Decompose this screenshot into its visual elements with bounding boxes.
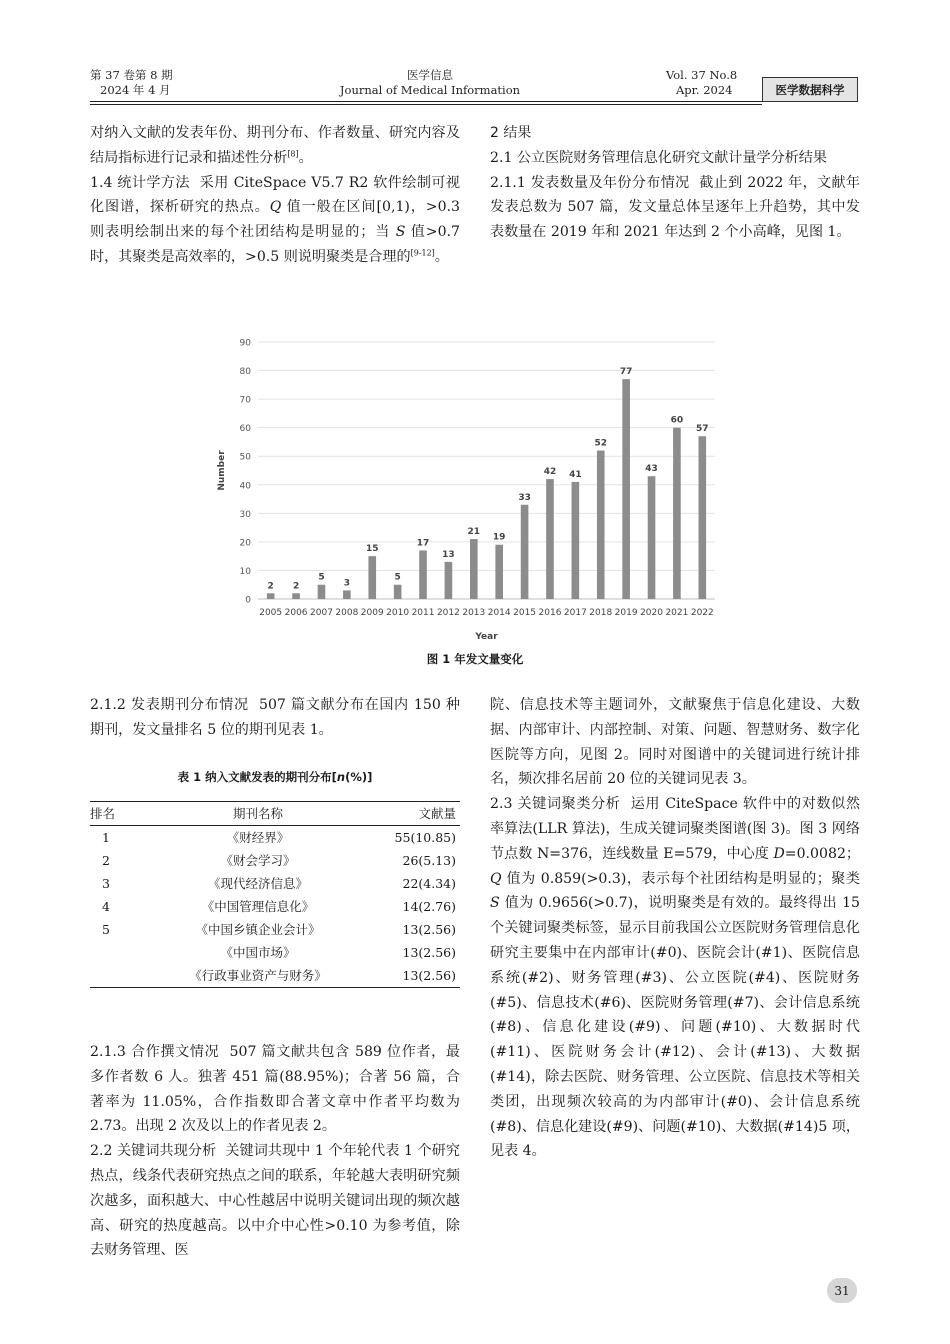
x-tick-label: 2014 xyxy=(487,608,511,618)
cell-rank xyxy=(90,964,160,988)
section-heading-2-1: 2.1 公立医院财务管理信息化研究文献计量学分析结果 xyxy=(490,149,827,166)
cell-rank: 5 xyxy=(102,922,110,937)
x-tick-label: 2016 xyxy=(538,608,562,618)
cell-rank: 1 xyxy=(102,830,110,845)
para-text: 值一般在区间[0,1)，>0.3 则表明绘制出来的每个社团结构是明显的；当 xyxy=(90,199,460,241)
x-tick-label: 2012 xyxy=(436,608,460,618)
right-column-bottom xyxy=(490,693,860,1164)
cell-rank: 3 xyxy=(102,876,110,891)
section-heading-2-1-1: 2.1.1 发表数量及年份分布情况 xyxy=(490,174,690,191)
bar xyxy=(470,539,478,599)
para-text: 采用 CiteSpace V5.7 R2 软件绘制可视化图谱，探析研究的热点。 xyxy=(90,174,460,216)
table-row xyxy=(90,964,460,988)
paragraph-2-2 xyxy=(90,1139,460,1263)
bar xyxy=(546,479,554,599)
table-row xyxy=(90,872,460,895)
bar-value-label: 3 xyxy=(343,578,350,589)
cell-rank: 4 xyxy=(102,899,110,914)
x-tick-label: 2013 xyxy=(462,608,486,618)
bar-value-label: 17 xyxy=(416,538,430,549)
cell-journal: 《中国管理信息化》 xyxy=(201,899,315,914)
bar xyxy=(419,550,427,599)
y-tick-label: 50 xyxy=(239,452,251,463)
cell-count: 13(2.56) xyxy=(356,964,460,988)
x-tick-label: 2009 xyxy=(360,608,384,618)
x-tick-label: 2010 xyxy=(386,608,410,618)
para-end: 。 xyxy=(434,248,449,265)
x-axis-label: Year xyxy=(475,632,498,642)
section-heading-2-3: 2.3 关键词聚类分析 xyxy=(490,796,621,813)
page-number: 31 xyxy=(827,1278,857,1303)
bar-value-label: 21 xyxy=(467,527,481,538)
italic-q: Q xyxy=(269,199,282,216)
table-header-row xyxy=(90,802,460,826)
apr-date: Apr. 2024 xyxy=(676,83,733,97)
bar xyxy=(597,451,605,599)
ref-9-12: [9-12] xyxy=(410,248,435,258)
cell-journal: 《行政事业资产与财务》 xyxy=(160,964,356,988)
issue-volume: 第 37 卷第 8 期 xyxy=(90,68,173,82)
x-tick-label: 2019 xyxy=(614,608,638,618)
italic-d: D xyxy=(773,845,785,862)
bar-value-label: 5 xyxy=(394,572,401,583)
cell-count: 14(2.76) xyxy=(402,899,456,914)
bar xyxy=(521,505,529,599)
table-row xyxy=(90,849,460,872)
bar xyxy=(495,545,503,599)
figure-1-chart xyxy=(210,332,730,647)
table-title-text: (%)] xyxy=(345,770,373,784)
section-heading-2-2: 2.2 关键词共现分析 xyxy=(90,1143,217,1160)
cell-count: 13(2.56) xyxy=(402,922,456,937)
cell-rank xyxy=(90,941,160,964)
italic-q: Q xyxy=(490,870,502,887)
bar-value-label: 41 xyxy=(569,469,582,480)
cell-count: 55(10.85) xyxy=(394,830,456,845)
italic-n: n xyxy=(336,770,346,784)
bar-value-label: 15 xyxy=(365,544,379,555)
table-row xyxy=(90,941,460,964)
col-header-journal: 期刊名称 xyxy=(160,802,356,826)
x-tick-label: 2022 xyxy=(690,608,714,618)
bar-value-label: 19 xyxy=(492,532,506,543)
section-badge: 医学数据科学 xyxy=(762,77,858,102)
table-1-title xyxy=(90,769,460,785)
cell-journal: 《现代经济信息》 xyxy=(207,876,308,891)
bar-value-label: 2 xyxy=(292,581,300,592)
italic-s: S xyxy=(395,224,406,241)
paragraph-2-1-2 xyxy=(90,693,460,743)
left-column-mid xyxy=(90,693,460,743)
cell-journal: 《中国市场》 xyxy=(220,945,296,960)
x-tick-label: 2021 xyxy=(665,608,689,618)
header-center xyxy=(330,68,530,98)
para-text: 截止到 2022 年，文献年发表总数为 507 篇，发文量总体呈逐年上升趋势，其中发表数量在 2019 年和 2021 年达到 2 个小高峰，见图 1。 xyxy=(490,174,861,241)
bar xyxy=(368,556,376,599)
col-header-rank: 排名 xyxy=(90,802,160,826)
bar-value-label: 52 xyxy=(594,438,608,449)
bar-value-label: 33 xyxy=(518,492,531,503)
header-rule-thin xyxy=(90,104,762,105)
y-tick-label: 60 xyxy=(239,424,251,435)
para-text: 507 篇文献共包含 589 位作者，最多作者数 6 人。独著 451 篇(88.95%)；合著 56 篇，合著率为 11.05%，合作指数即合著文章中作者平均数为 2.73。出现 2 次及以上的作者见表 2。 xyxy=(90,1044,460,1135)
italic-s: S xyxy=(490,895,500,912)
y-tick-label: 70 xyxy=(239,395,251,406)
y-tick-label: 80 xyxy=(239,367,251,378)
paragraph-2-3 xyxy=(490,792,860,1164)
bar xyxy=(698,436,706,599)
header-left xyxy=(90,68,173,98)
para-text: 对纳入文献的发表年份、期刊分布、作者数量、研究内容及结局指标进行记录和描述性分析 xyxy=(90,125,460,166)
bar xyxy=(318,585,326,599)
ref-8: [8] xyxy=(287,149,299,159)
x-tick-label: 2017 xyxy=(563,608,587,618)
header-right xyxy=(666,68,737,98)
section-heading-2-1-3: 2.1.3 合作撰文情况 xyxy=(90,1044,220,1060)
y-tick-label: 10 xyxy=(239,566,251,577)
bar xyxy=(572,482,580,599)
y-tick-label: 30 xyxy=(239,509,251,520)
bar-value-label: 57 xyxy=(696,424,709,435)
paragraph-1-4 xyxy=(90,171,460,270)
journal-title-cn: 医学信息 xyxy=(407,68,453,82)
bar-value-label: 5 xyxy=(318,572,325,583)
paragraph-2-1-1 xyxy=(490,171,860,245)
issue-date: 2024 年 4 月 xyxy=(100,83,171,97)
cell-rank: 2 xyxy=(102,853,110,868)
para-text: 运用 CiteSpace 软件中的对数似然率算法(LLR 算法)，生成关键词聚类图谱(图 3)。图 3 网络节点数 N=376，连线数量 E=579，中心度 xyxy=(490,796,860,862)
paragraph-2-1-3 xyxy=(90,1040,460,1139)
right-column-top xyxy=(490,121,860,245)
bar xyxy=(648,476,656,599)
cell-count: 13(2.56) xyxy=(402,945,456,960)
table-row xyxy=(90,826,460,850)
bar-value-label: 43 xyxy=(645,464,658,475)
table-row xyxy=(90,895,460,918)
para-text: 值>0.7 时，其聚类是高效率的，>0.5 则说明聚类是合理的 xyxy=(90,224,460,265)
table-1 xyxy=(90,801,460,988)
x-tick-label: 2018 xyxy=(589,608,613,618)
bar xyxy=(267,593,275,599)
bar-value-label: 13 xyxy=(442,549,455,560)
para-text: 关键词共现中 1 个年轮代表 1 个研究热点，线条代表研究热点之间的联系，年轮越大表明研究频次越多，面积越大、中心性越居中说明关键词出现的频次越高、研究的热度越高。以中介中心性>0.10 为参考值，除去财务管理、医 xyxy=(90,1143,460,1259)
x-tick-label: 2020 xyxy=(640,608,663,618)
y-tick-label: 40 xyxy=(239,481,251,492)
bar xyxy=(622,379,630,599)
y-tick-label: 90 xyxy=(239,338,251,349)
table-row xyxy=(90,918,460,941)
section-heading-1-4: 1.4 统计学方法 xyxy=(90,174,190,191)
bar-value-label: 42 xyxy=(543,467,557,478)
para-text: 值为 0.859(>0.3)，表示每个社团结构是明显的；聚类 xyxy=(501,870,860,887)
para-text: 507 篇文献分布在国内 150 种期刊，发文量排名 5 位的期刊见表 1。 xyxy=(90,697,460,738)
bar xyxy=(394,585,402,599)
bar xyxy=(673,428,681,599)
y-tick-label: 0 xyxy=(245,595,251,606)
cell-journal: 《财会学习》 xyxy=(220,853,296,868)
bar xyxy=(445,562,453,599)
bar-value-label: 2 xyxy=(267,581,274,592)
bar-value-label: 60 xyxy=(670,415,684,426)
header-rule xyxy=(90,101,762,102)
x-tick-label: 2008 xyxy=(335,608,359,618)
para-end: 。 xyxy=(298,149,313,166)
x-tick-label: 2006 xyxy=(284,608,308,618)
paragraph-1-3-end xyxy=(90,121,460,171)
bar-chart-svg xyxy=(210,332,730,647)
y-axis-label: Number xyxy=(217,450,227,491)
x-tick-label: 2007 xyxy=(310,608,333,618)
section-heading-2-1-2: 2.1.2 发表期刊分布情况 xyxy=(90,697,249,713)
cell-count: 26(5.13) xyxy=(402,853,456,868)
para-text: =0.0082； xyxy=(784,845,860,862)
left-column-top xyxy=(90,121,460,270)
y-tick-label: 20 xyxy=(239,538,251,549)
col-header-count: 文献量 xyxy=(356,802,460,826)
x-tick-label: 2011 xyxy=(411,608,435,618)
table-title-text: 表 1 纳入文献发表的期刊分布[ xyxy=(177,770,337,784)
x-tick-label: 2005 xyxy=(259,608,283,618)
cell-journal: 《财经界》 xyxy=(226,830,290,845)
x-tick-label: 2015 xyxy=(513,608,537,618)
cell-count: 22(4.34) xyxy=(402,876,456,891)
left-column-bottom xyxy=(90,1040,460,1263)
bar xyxy=(292,593,300,599)
bar xyxy=(343,590,351,599)
figure-1-caption: 图 1 年发文量变化 xyxy=(426,652,524,666)
journal-title-en: Journal of Medical Information xyxy=(339,83,521,97)
bar-value-label: 77 xyxy=(619,367,633,378)
cell-journal: 《中国乡镇企业会计》 xyxy=(195,922,321,937)
vol-no: Vol. 37 No.8 xyxy=(666,68,738,82)
section-heading-2: 2 结果 xyxy=(490,125,532,141)
para-text: 值为 0.9656(>0.7)，说明聚类是有效的。最终得出 15 个关键词聚类标签，显示目前我国公立医院财务管理信息化研究主要集中在内部审计(#0)、医院会计(#1)、医院信息系统(#2)、财务管理(#3)、公立医院(#4)、医院财务(#5)、信息技术(#6)、医院财务管理(#7)、会计信息系统(#8)、信息化建设(#9)、问题(#10)、大数据时代(#11)、医院财务会计(#12)、会计(#13)、大数据(#14)，除去医院、财务管理、公立医院、信息技术等相关类团，出现频次较高的为内部审计(#0)、会计信息系统(#8)、信息化建设(#9)、问题(#10)、大数据(#14)5 项，见表 4。 xyxy=(490,895,860,1160)
paragraph-2-2-cont: 院、信息技术等主题词外，文献聚焦于信息化建设、大数据、内部审计、内部控制、对策、问题、智慧财务、数字化医院等方向，见图 2。同时对图谱中的关键词进行统计排名，频次排名居前 20 位的关键词见表 3。 xyxy=(490,697,860,788)
